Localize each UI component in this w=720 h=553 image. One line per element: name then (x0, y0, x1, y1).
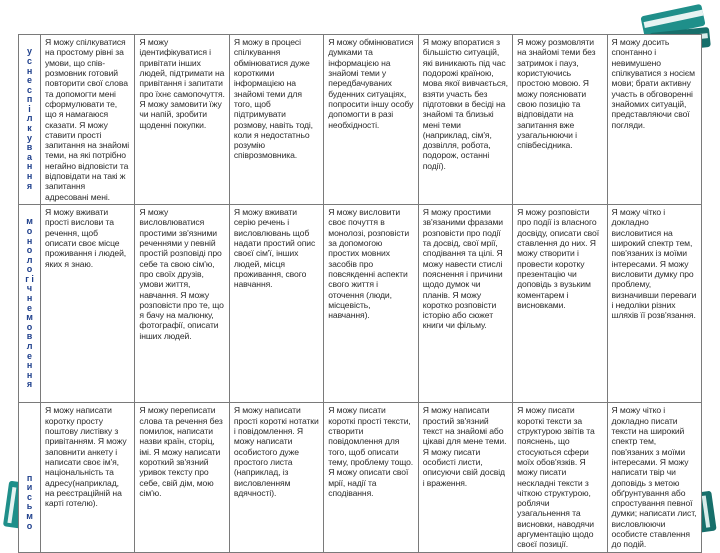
category-label: п и с ь м о (26, 472, 33, 531)
table-cell: Я можу написати коротку просту поштову листівку з привітанням. Я можу заповнити анкету і написати своє ім'я, національність та адресу(наприклад, на реєстраційній на карті готелю). (41, 403, 135, 552)
table-row (19, 205, 702, 403)
table-cell: Я можу впоратися з більшістю ситуацій, які виникають під час подорожі країною, мова якої вивчається, взяти участь без підготовки в бесіді на знайомі та близькі мені теми (наприклад, сім'я, дозвілля, робота, подорож, останні події). (418, 35, 512, 205)
table-cell: Я можу написати прості короткі нотатки і повідомлення. Я можу написати особистого дуже простого листа (наприклад, із висловленням вдячності). (229, 403, 323, 552)
table-cell: Я можу чітко і докладно висловитися на широкий спектр тем, пов'язаних із моїми інтересами. Я можу висловити думку про проблему, визначивши переваги і недоліки різних шляхів її розв'язання. (607, 205, 701, 403)
table-cell: Я можу писати короткі тексти за структурою звітів та пояснень, що стосуються сфери моїх обов'язків. Я можу писати нескладні тексти з чіткою структурою, роблячи узагальнення та висновки, наводячи аргументацію щодо своєї позиції. (513, 403, 607, 552)
category-label: м о н о л о г і ч н е м о в л е н н я (25, 216, 34, 390)
table-cell: Я можу ідентифікуватися і привітати інших людей, підтримати на привітання і запитати про їхнє самопочуття. Я можу замовити їжу чи напій, зробити щоденні покупки. (135, 35, 229, 205)
table-cell: Я можу розмовляти на знайомі теми без затримок і пауз, користуючись простою мовою. Я можу пояснювати свою позицію та відповідати на запитання вже узагальнюючи і співбесідника. (513, 35, 607, 205)
table-cell: Я можу вживати прості вислови та речення, щоб описати своє місце проживання і людей, яких я знаю. (41, 205, 135, 403)
category-cell (19, 205, 41, 403)
table-cell: Я можу вживати серію речень і висловлювань щоб надати простий опис своєї сім'ї, інших людей, місця проживання, свого навчання. (229, 205, 323, 403)
table-row (19, 35, 702, 205)
table-cell: Я можу досить спонтанно і невимушено спілкуватися з носієм мови; брати активну участь в обговоренні знайомих ситуацій, представляючи свої погляди. (607, 35, 701, 205)
table-row (19, 403, 702, 552)
skills-table (18, 34, 702, 553)
table-cell: Я можу переписати слова та речення без помилок, написати назви країн, сторіц, імі. Я можу написати короткий зв'язний уривок тексту про себе, свій дім, мою сім'ю. (135, 403, 229, 552)
table-cell: Я можу написати простий зв'язний текст на знайомі або цікаві для мене теми. Я можу писати особисті листи, описуючи свій досвід і враження. (418, 403, 512, 552)
table-cell: Я можу простими зв'язаними фразами розповісти про події та досвід, свої мрії, сподівання та цілі. Я можу навести стислі пояснення і причини щодо думок чи планів. Я можу коротко розповісти історію або сюжет книги чи фільму. (418, 205, 512, 403)
table-cell: Я можу розповісти про події із власного досвіду, описати свої ставлення до них. Я можу створити і провести коротку презентацію чи доповідь з вузьким коментарем і висновками. (513, 205, 607, 403)
table-cell: Я можу чітко і докладно писати тексти на широкий спектр тем, пов'язаних з моїми інтересами. Я можу написати твір чи доповідь з метою обґрунтування або спростування певної думки; написати лист, висловлюючи особисте ставлення до подій. (607, 403, 701, 552)
table-cell: Я можу в процесі спілкування обмінюватися дуже короткими інформацією на знайомі теми для того, щоб підтримувати розмову, навіть тоді, коли я недостатньо розумію співрозмовника. (229, 35, 323, 205)
category-label: у с н е с п і л к у в а н н я (26, 46, 33, 191)
category-cell (19, 403, 41, 552)
table-cell: Я можу висловлюватися простими зв'язними реченнями у певній простій розповіді про себе та свою сім'ю, про своїх друзів, умови життя, навчання. Я можу розповісти про те, що я бачу на малюнку, фотографії, описати інших людей. (135, 205, 229, 403)
category-cell (19, 35, 41, 205)
table-cell: Я можу обмінюватися думками та інформацією на знайомі теми у передбачуваних буденних ситуаціях, попросити іншу особу допомогти в разі необхідності. (324, 35, 418, 205)
table-cell: Я можу висловити своє почуття в монолозі, розповісти за допомогою простих мовних засобів про повсякденні аспекти свого життя і оточення (люди, місцевість, навчання). (324, 205, 418, 403)
table-cell: Я можу спілкуватися на простому рівні за умови, що спів-розмовник готовий повторити свої слова та допомогти мені сформулювати те, що я намагаюся сказати. Я можу ставити прості запитання на знайомі теми, на які потрібно негайно відповісти та відповідати на такі ж запитання адресовані мені. (41, 35, 135, 205)
table-cell: Я можу писати короткі прості тексти, створити повідомлення для того, щоб описати тему, проблему тощо. Я можу описати свої мрії, надії та сподівання. (324, 403, 418, 552)
